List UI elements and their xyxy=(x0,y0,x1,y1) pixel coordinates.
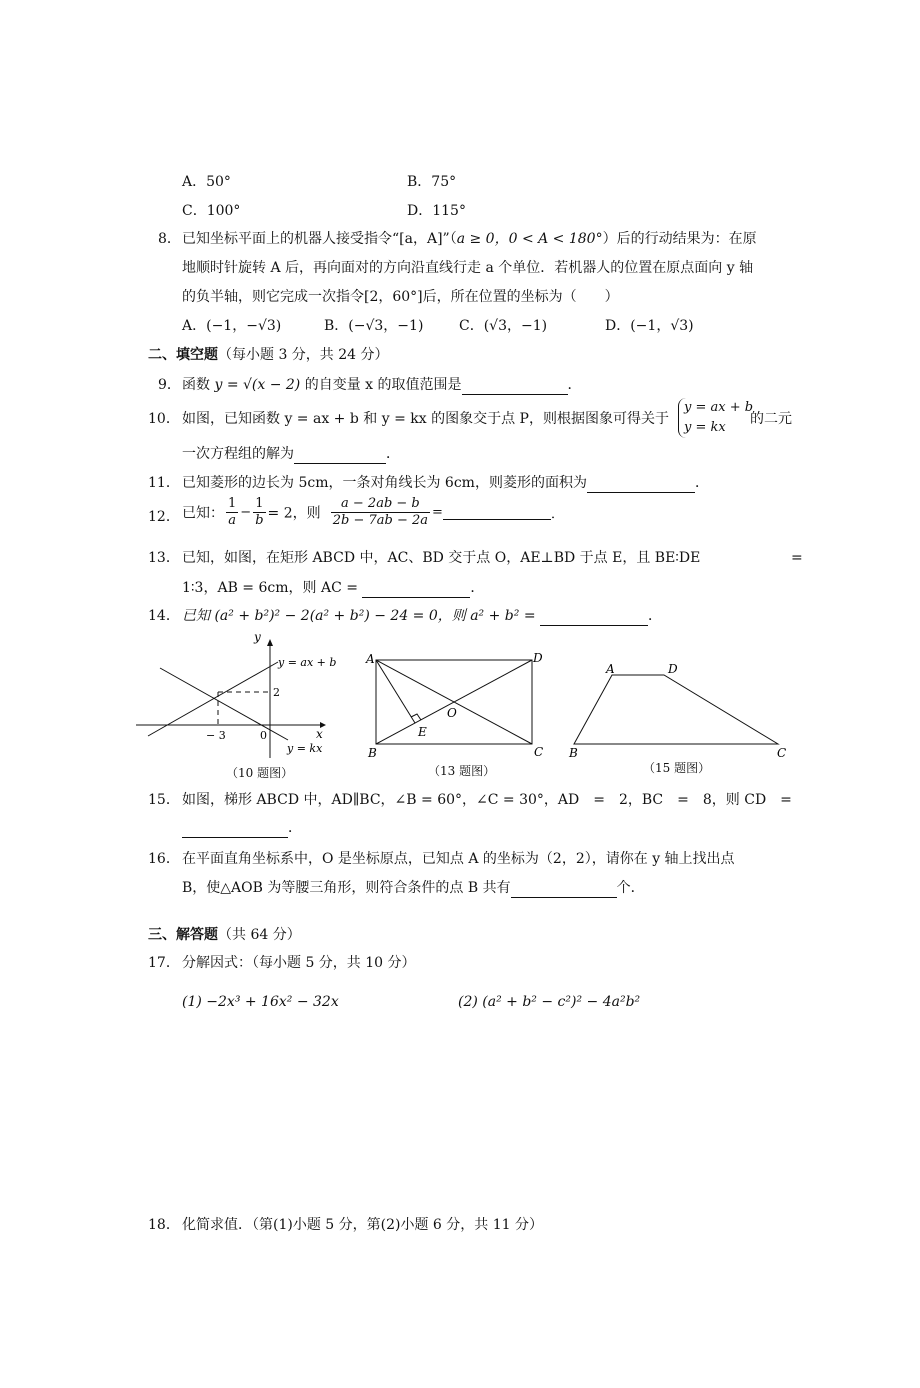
q10-answer-blank[interactable] xyxy=(294,449,386,464)
q16-answer-blank[interactable] xyxy=(511,883,617,898)
q8-line2: 地顺时针旋转 A 后，再向面对的方向沿直线行走 a 个单位．若机器人的位置在原点面向 y 轴 xyxy=(182,260,754,276)
q17-part1: (1) −2x³ + 16x² − 32x xyxy=(182,994,339,1010)
q13-answer-blank[interactable] xyxy=(362,583,470,598)
figure-13 xyxy=(362,646,552,764)
fig13-label-d: D xyxy=(533,651,543,665)
figure-15 xyxy=(564,660,794,760)
fig15-trapezoid xyxy=(574,675,778,744)
q17-number: 17． xyxy=(148,955,180,971)
fig10-x-label: x xyxy=(316,727,323,741)
fig10-origin: 0 xyxy=(260,729,267,742)
q11-number: 11． xyxy=(148,475,180,491)
fig15-caption: （15 题图） xyxy=(643,761,711,775)
q7-option-a: A．50° xyxy=(182,174,231,190)
q14-text: 已知 (a² + b²)² − 2(a² + b²) − 24 = 0，则 a² + b² = ． xyxy=(182,608,663,624)
q14-answer-blank[interactable] xyxy=(540,611,648,626)
q7-option-d: D．115° xyxy=(407,203,466,219)
fig10-line2-label: y = kx xyxy=(287,742,323,755)
q10-line1-end: 的二元 xyxy=(750,411,792,427)
fig15-label-d: D xyxy=(668,662,678,676)
fig10-line1-label: y = ax + b xyxy=(278,656,337,669)
q7-option-b: B．75° xyxy=(407,174,457,190)
q9-number: 9． xyxy=(158,377,181,393)
section-2-heading: 二、填空题（每小题 3 分，共 24 分） xyxy=(148,347,389,363)
q9-answer-blank[interactable] xyxy=(462,380,568,395)
q15-line2: ． xyxy=(182,818,302,838)
q13-line2: 1∶3，AB = 6cm，则 AC = ． xyxy=(182,580,485,596)
fig13-label-b: B xyxy=(368,746,377,760)
q15-number: 15． xyxy=(148,792,180,808)
fig15-label-c: C xyxy=(777,746,787,760)
q11-answer-blank[interactable] xyxy=(587,478,695,493)
q18-number: 18． xyxy=(148,1217,180,1233)
q16-number: 16． xyxy=(148,851,180,867)
q15-answer-blank[interactable] xyxy=(182,823,288,838)
q8-line1: 已知坐标平面上的机器人接受指令“[a，A]”（a ≥ 0，0 < A < 180°）后的行动结果为：在原 xyxy=(182,231,757,247)
fig15-label-b: B xyxy=(569,746,578,760)
fig15-label-a: A xyxy=(606,662,615,676)
q16-line1: 在平面直角坐标系中，O 是坐标原点，已知点 A 的坐标为（2，2），请你在 y 轴上找出点 xyxy=(182,851,735,867)
q15-line1: 如图，梯形 ABCD 中，AD∥BC，∠B = 60°，∠C = 30°，AD = 2，BC = 8，则 CD = xyxy=(182,792,792,808)
q11-text: 已知菱形的边长为 5cm，一条对角线长为 6cm，则菱形的面积为 ． xyxy=(182,475,709,491)
q14-number: 14． xyxy=(148,608,180,624)
fig13-label-c: C xyxy=(534,745,544,759)
q7-option-c: C．100° xyxy=(182,203,241,219)
q10-equation-system: y = ax + b y = kx xyxy=(678,398,753,438)
q17-text: 分解因式：（每小题 5 分，共 10 分） xyxy=(182,955,416,971)
fig13-label-e: E xyxy=(418,725,427,739)
q8-option-b: B．(−√3，−1) xyxy=(324,318,424,334)
fig10-tick-x: − 3 xyxy=(206,729,226,742)
q18-text: 化简求值．（第(1)小题 5 分，第(2)小题 6 分，共 11 分） xyxy=(182,1217,543,1233)
fig13-label-a: A xyxy=(366,652,375,666)
q8-option-a: A．(−1，−√3) xyxy=(182,318,282,334)
fig13-segment-ae xyxy=(376,660,415,723)
q10-number: 10． xyxy=(148,411,180,427)
fig10-y-label: y xyxy=(254,630,261,644)
fig10-caption: （10 题图） xyxy=(226,766,294,780)
q10-line1: 如图，已知函数 y = ax + b 和 y = kx 的图象交于点 P，则根据图象可得关于 xyxy=(182,411,669,427)
fig10-y-arrow-icon xyxy=(267,639,273,646)
q16-line2: B，使△AOB 为等腰三角形，则符合条件的点 B 共有 个． xyxy=(182,880,645,896)
fig13-caption: （13 题图） xyxy=(428,764,496,778)
fig13-label-o: O xyxy=(447,706,457,720)
q17-part2: (2) (a² + b² − c²)² − 4a²b² xyxy=(458,994,641,1010)
q8-option-d: D．(−1，√3) xyxy=(605,318,694,334)
q8-option-c: C．(√3，−1) xyxy=(459,318,548,334)
q8-line3: 的负半轴，则它完成一次指令[2，60°]后，所在位置的坐标为（ ） xyxy=(182,289,619,305)
q13-line1: 已知，如图，在矩形 ABCD 中，AC、BD 交于点 O，AE⊥BD 于点 E，且 BE∶DE xyxy=(182,550,701,566)
q9-text: 函数 y = √(x − 2) 的自变量 x 的取值范围是 ． xyxy=(182,377,582,393)
q12-number: 12． xyxy=(148,509,180,525)
figure-10 xyxy=(130,628,350,763)
q13-number: 13． xyxy=(148,550,180,566)
q13-line1-end: = xyxy=(791,550,803,566)
section-3-heading: 三、解答题（共 64 分） xyxy=(148,927,301,943)
q8-condition: a ≥ 0，0 < A < 180° xyxy=(456,231,603,247)
q8-number: 8． xyxy=(158,231,181,247)
fig10-tick-y: 2 xyxy=(273,686,280,699)
q12-answer-blank[interactable] xyxy=(443,505,551,520)
q12-text: 已知： $\frac{1}{a}$ − $\frac{1}{b}$ = 2，则 $\frac{a - 2ab - b}{2b - 7ab - 2a}$ = ． xyxy=(182,496,564,528)
q10-line2: 一次方程组的解为 ． xyxy=(182,446,400,462)
